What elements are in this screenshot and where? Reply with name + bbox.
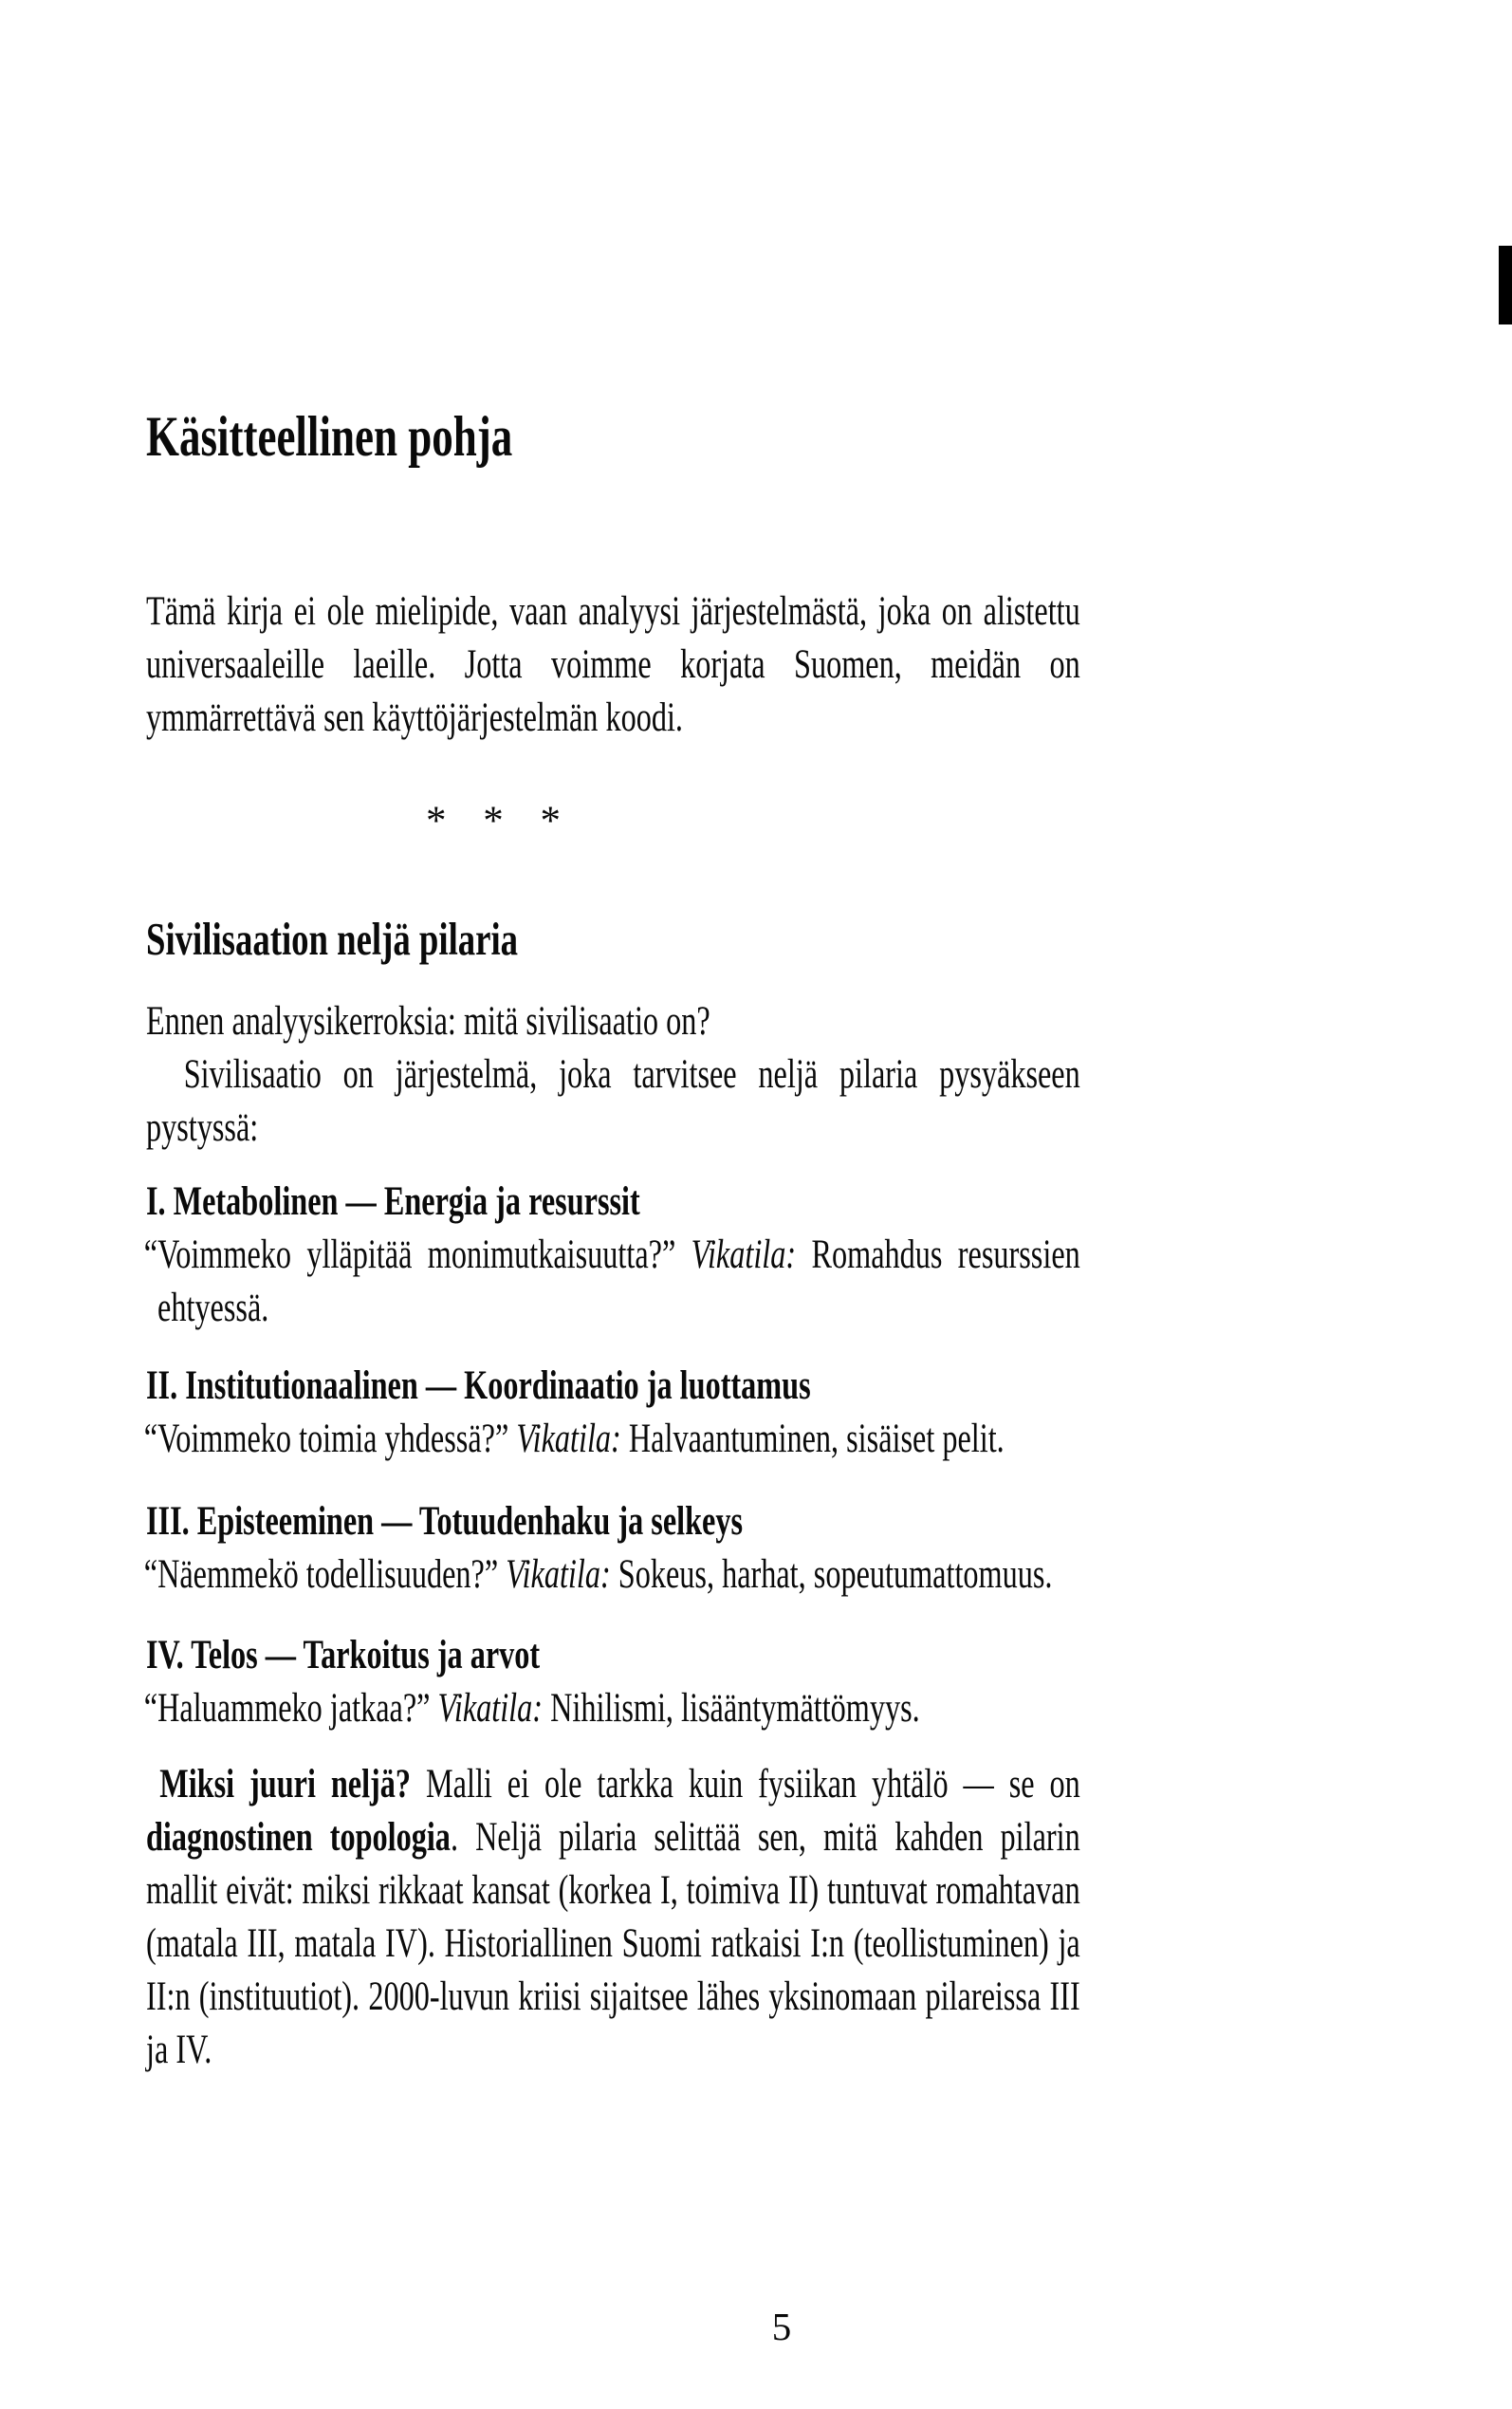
pillar-heading: I. Metabolinen — Energia ja resurssit — [146, 1179, 640, 1224]
pillar-description — [143, 1413, 1080, 1466]
chapter-title: Käsitteellinen pohja — [146, 405, 513, 468]
edge-printers-mark — [1499, 246, 1512, 324]
why-four-text-2: . Neljä pilaria selittää sen, mitä kahden pilarin mallit eivät: miksi rikkaat kansat (korkea I, toimiva II) tuntuvat romahtavan (matala III, matala IV). Historiallinen Suomi ratkaisi I:n (teollistuminen) ja II:n (instituutiot). 2000-luvun kriisi sijaitsee lähes yksinomaan pilareissa III ja IV. — [146, 1815, 1080, 2072]
pillar-item-4 — [143, 1629, 1080, 1735]
key-term: diagnostinen topologia — [146, 1815, 451, 1860]
pillar-item-3 — [143, 1495, 1080, 1602]
pillar-description — [143, 1682, 1080, 1735]
intro-paragraph: Tämä kirja ei ole mielipide, vaan analyysi järjestelmästä, joka on alistettu universaaleille laeille. Jotta voimme korjata Suomen, meidän on ymmärrettävä sen käyttöjärjestelmän koodi. — [146, 589, 1080, 740]
section-heading: Sivilisaation neljä pilaria — [146, 913, 519, 965]
why-four-paragraph — [146, 1758, 1080, 2077]
pillar-question: “Näemmekö todellisuuden?” — [143, 1552, 499, 1597]
pillar-heading: II. Institutionaalinen — Koordinaatio ja luottamus — [146, 1363, 811, 1408]
pillar-heading: III. Episteeminen — Totuudenhaku ja selkeys — [146, 1499, 744, 1544]
failure-mode-text: Halvaantuminen, sisäiset pelit. — [628, 1417, 1005, 1461]
pillar-question: “Haluammeko jatkaa?” — [143, 1686, 431, 1731]
why-four-text-1: Malli ei ole tarkka kuin fysiikan yhtälö — se on — [425, 1762, 1080, 1807]
lead-answer: Sivilisaatio on järjestelmä, joka tarvitsee neljä pilaria pysyäkseen pystyssä: — [146, 1052, 1080, 1150]
failure-mode-text: Sokeus, harhat, sopeutumattomuus. — [618, 1552, 1053, 1597]
failure-mode-label: Vikatila: — [437, 1686, 544, 1731]
failure-mode-text: Romahdus resurssien ehtyessä. — [157, 1232, 1080, 1330]
pillar-description — [143, 1548, 1080, 1602]
pillar-item-1 — [143, 1176, 1080, 1335]
page-number: 5 — [771, 2305, 792, 2348]
pillar-question: “Voimmeko toimia yhdessä?” — [143, 1417, 509, 1461]
pillar-question: “Voimmeko ylläpitää monimutkaisuutta?” — [143, 1232, 676, 1277]
section-separator: * * * — [426, 799, 561, 843]
failure-mode-label: Vikatila: — [516, 1417, 621, 1461]
failure-mode-label: Vikatila: — [506, 1552, 611, 1597]
pillar-heading: IV. Telos — Tarkoitus ja arvot — [146, 1633, 541, 1677]
lead-question: Ennen analyysikerroksia: mitä sivilisaatio on? — [146, 999, 710, 1044]
failure-mode-text: Nihilismi, lisääntymättömyys. — [550, 1686, 920, 1731]
why-four-lead: Miksi juuri neljä? — [159, 1762, 412, 1807]
pillar-item-2 — [143, 1360, 1080, 1466]
failure-mode-label: Vikatila: — [691, 1232, 797, 1277]
text-column — [143, 0, 1080, 2077]
pillar-description — [143, 1229, 1080, 1335]
